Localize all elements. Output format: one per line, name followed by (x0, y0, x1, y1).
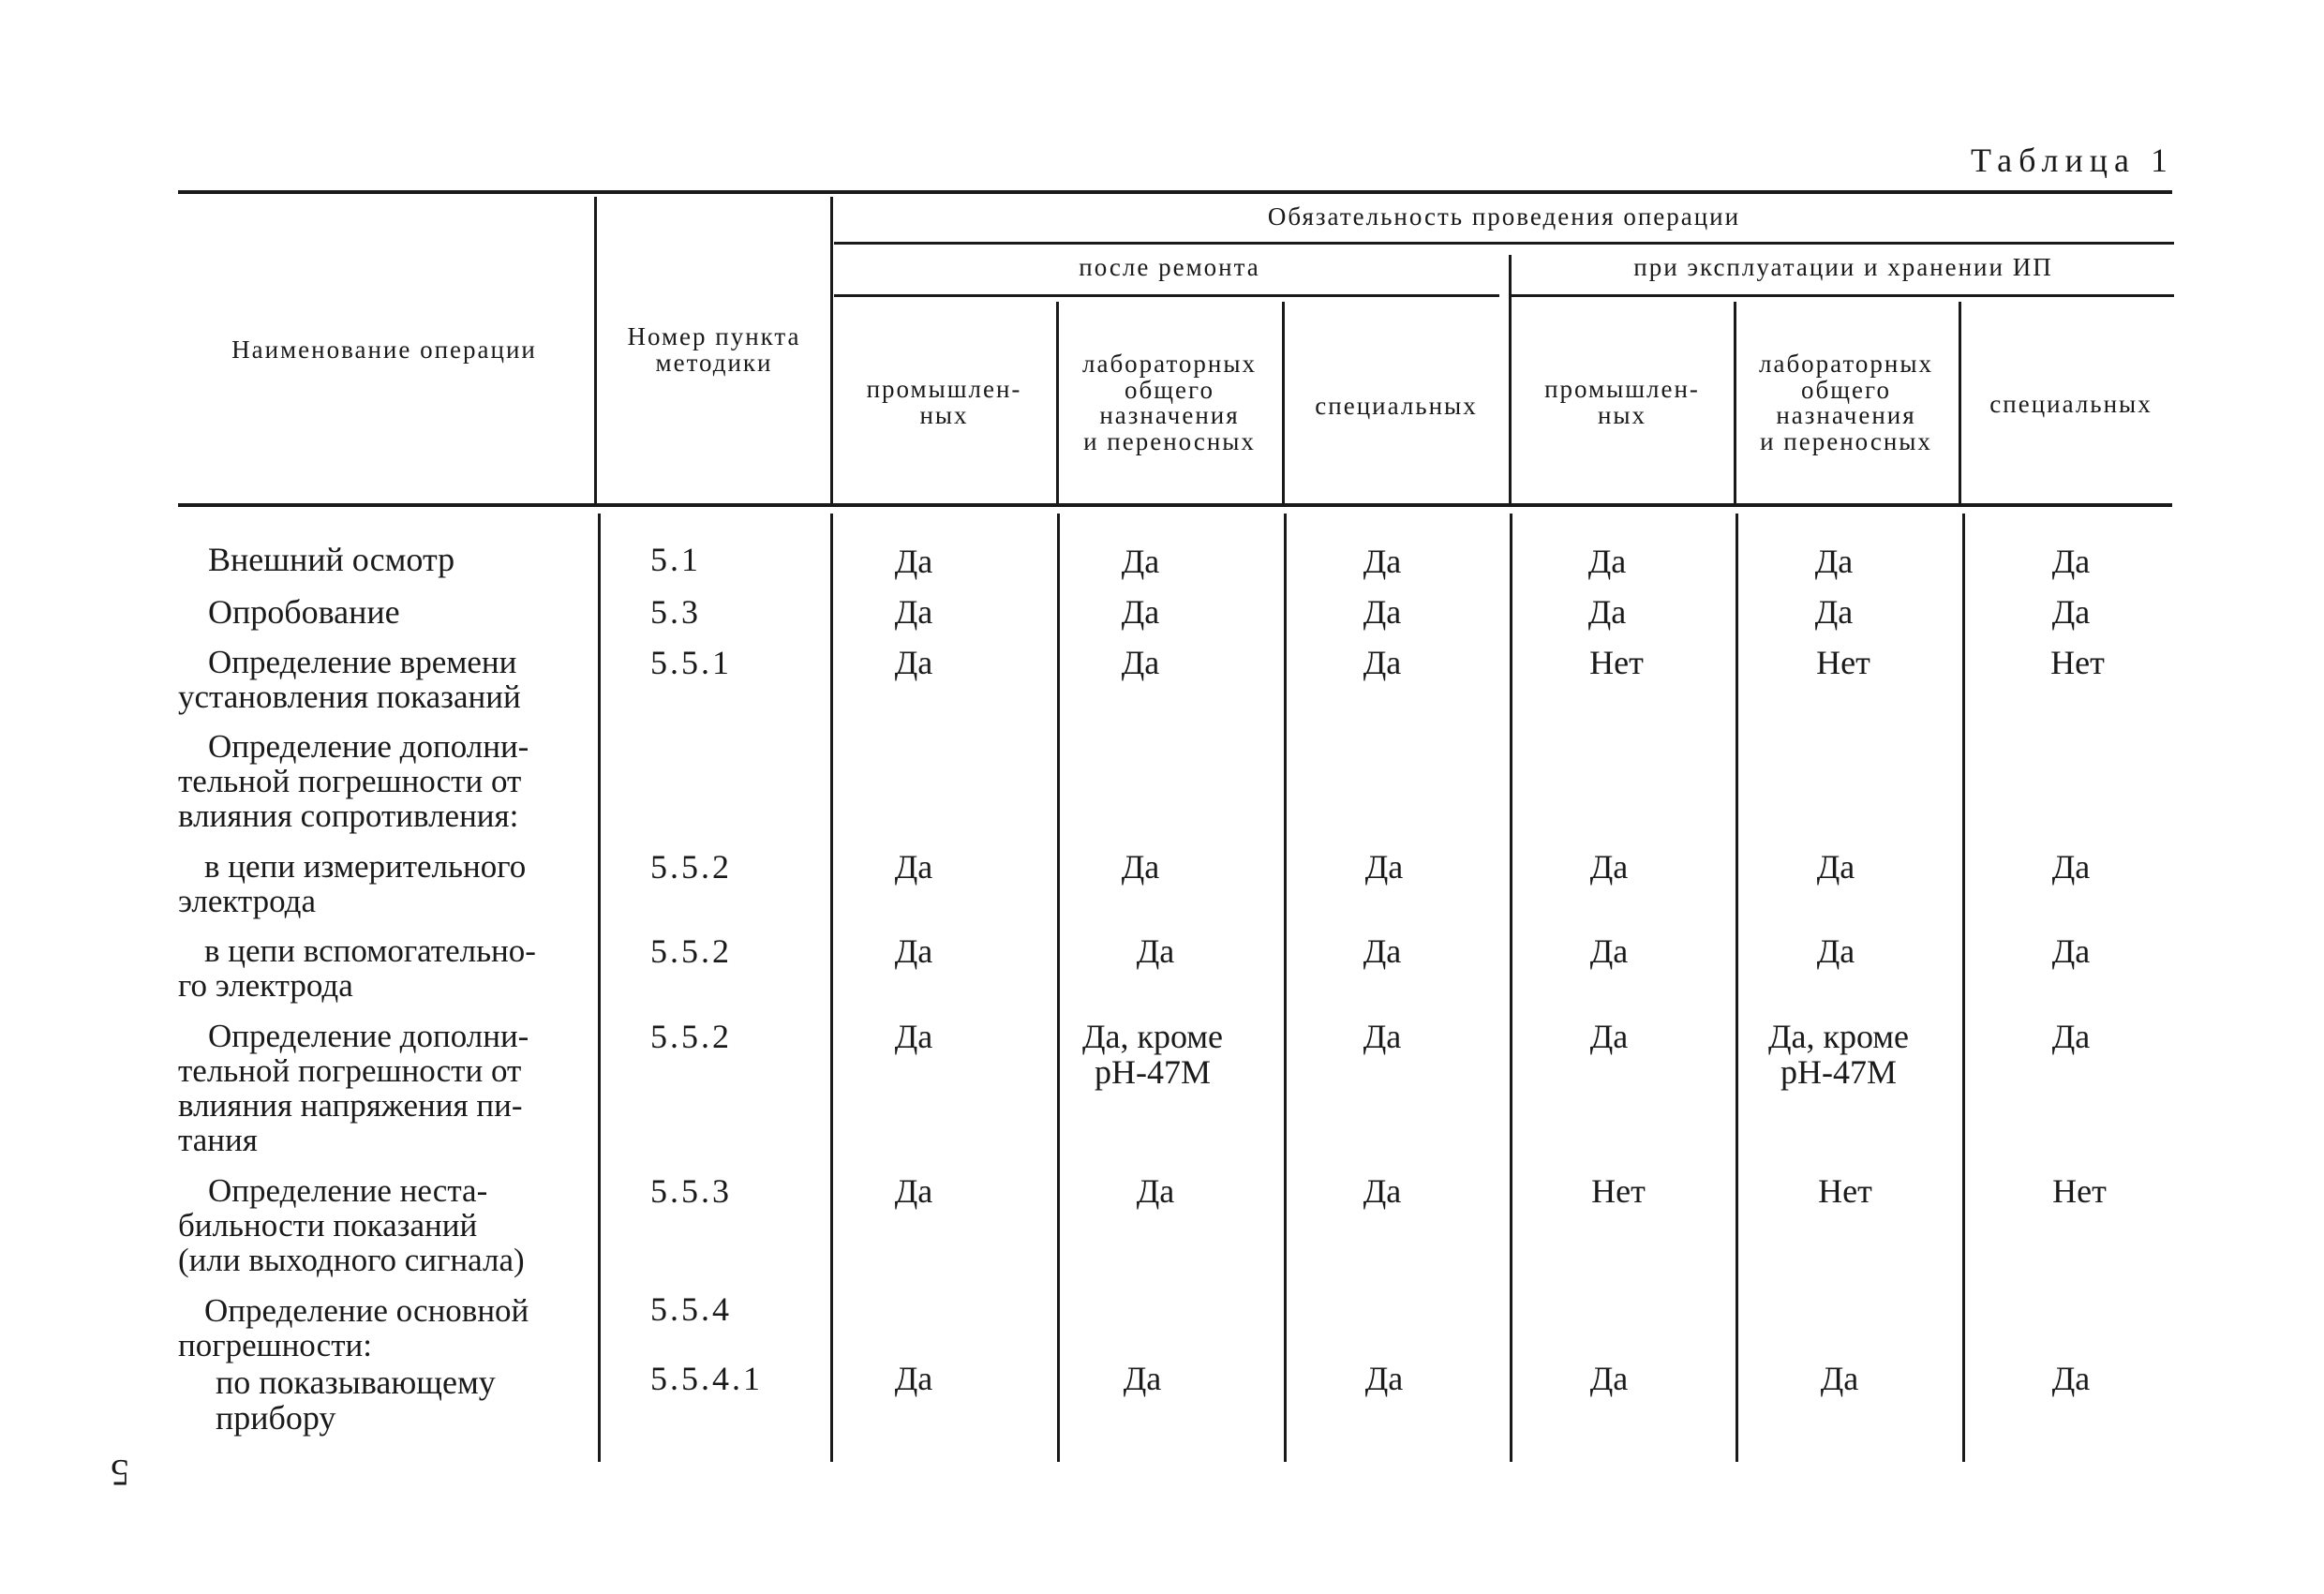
header-after-repair: после ремонта (1079, 253, 1260, 281)
group-rule (834, 242, 2174, 245)
value-operation-laboratory: Да (1814, 543, 1854, 580)
value-after-repair-industrial: Да (894, 932, 933, 970)
value-after-repair-special: Да (1364, 848, 1404, 886)
value-after-repair-special: Да (1363, 593, 1402, 631)
value-after-repair-special: Да (1363, 1172, 1402, 1210)
value-operation-special: Да (2051, 1360, 2091, 1397)
col-divider-sub-2 (1282, 302, 1285, 503)
value-after-repair-special: Да (1363, 543, 1402, 580)
value-after-repair-special: Да (1363, 932, 1402, 970)
header-special-1: специальных (1315, 392, 1478, 420)
value-operation-special: Нет (2052, 1172, 2107, 1210)
value-operation-laboratory: Нет (1818, 1172, 1872, 1210)
method-item-number: 5.5.3 (650, 1172, 732, 1210)
value-after-repair-laboratory: Да (1121, 848, 1160, 886)
value-operation-laboratory: Да (1816, 848, 1855, 886)
col-divider-name (594, 197, 597, 503)
value-operation-special: Да (2051, 1018, 2091, 1055)
body-divider-6 (1736, 514, 1738, 1462)
operation-name: Опробование (208, 593, 400, 631)
operation-name: по показывающему прибору (216, 1363, 496, 1437)
value-operation-industrial: Да (1589, 848, 1629, 886)
value-after-repair-special: Да (1364, 1360, 1404, 1397)
value-operation-industrial: Да (1589, 932, 1629, 970)
value-after-repair-laboratory: Да (1121, 543, 1160, 580)
operation-name: Определение основной погрешности: (178, 1292, 529, 1363)
value-after-repair-laboratory: Да (1123, 1360, 1162, 1397)
value-operation-special: Да (2051, 593, 2091, 631)
value-operation-laboratory: Нет (1816, 644, 1870, 681)
operation-name: Определение дополни- тельной погрешности от влияния напряжения пи- тания (178, 1018, 529, 1158)
operation-name: Определение неста- бильности показаний (или выходного сигнала) (178, 1172, 525, 1278)
operation-name: Определение дополни- тельной погрешности от влияния сопротивления: (178, 728, 529, 834)
header-industrial-2: промышлен- ных (1544, 375, 1700, 429)
method-item-number: 5.5.2 (650, 932, 732, 970)
value-after-repair-special: Да (1363, 1018, 1402, 1055)
operation-name: в цепи измерительного электрода (178, 848, 527, 919)
value-after-repair-laboratory: Да (1136, 932, 1175, 970)
header-laboratory-1: лабораторных общего назначения и переносных (1081, 350, 1257, 455)
table-title: Таблица 1 (1971, 142, 2174, 179)
body-divider-2 (830, 514, 833, 1462)
table-top-rule (178, 190, 2172, 194)
col-divider-sub-5 (1959, 302, 1961, 503)
value-operation-industrial: Да (1589, 1360, 1629, 1397)
value-after-repair-special: Да (1363, 644, 1402, 681)
header-industrial-1: промышлен- ных (866, 375, 1022, 429)
value-operation-laboratory: Да, кроме pH-47M (1767, 1018, 1910, 1091)
value-operation-special: Да (2051, 848, 2091, 886)
operation-name: Внешний осмотр (208, 541, 455, 578)
col-divider-after-repair (1509, 255, 1512, 503)
value-operation-special: Да (2051, 543, 2091, 580)
subgroup-rule-right (1511, 294, 2174, 297)
value-operation-laboratory: Да (1816, 932, 1855, 970)
header-in-operation-storage: при эксплуатации и хранении ИП (1633, 253, 2053, 281)
value-after-repair-laboratory: Да (1121, 644, 1160, 681)
value-operation-laboratory: Да (1820, 1360, 1859, 1397)
value-after-repair-laboratory: Да (1136, 1172, 1175, 1210)
value-operation-special: Да (2051, 932, 2091, 970)
value-operation-industrial: Да (1589, 1018, 1629, 1055)
value-operation-industrial: Да (1587, 543, 1627, 580)
value-operation-special: Нет (2050, 644, 2105, 681)
value-after-repair-industrial: Да (894, 1172, 933, 1210)
value-after-repair-laboratory: Да (1121, 593, 1160, 631)
header-special-2: специальных (1989, 390, 2153, 418)
operation-name: Определение времени установления показаний (178, 644, 521, 715)
body-divider-7 (1962, 514, 1965, 1462)
value-operation-industrial: Да (1587, 593, 1627, 631)
body-divider-4 (1284, 514, 1287, 1462)
method-item-number: 5.3 (650, 593, 701, 631)
header-laboratory-2: лабораторных общего назначения и переносных (1758, 350, 1933, 455)
method-item-number: 5.5.4 (650, 1290, 732, 1328)
body-divider-1 (598, 514, 601, 1462)
value-after-repair-industrial: Да (894, 543, 933, 580)
value-operation-industrial: Нет (1589, 644, 1644, 681)
body-divider-5 (1510, 514, 1512, 1462)
operation-name: в цепи вспомогательно- го электрода (178, 932, 536, 1004)
header-method-item-number: Номер пункта методики (627, 322, 801, 377)
value-after-repair-industrial: Да (894, 644, 933, 681)
header-operation-name: Наименование операции (231, 335, 537, 364)
value-after-repair-industrial: Да (894, 593, 933, 631)
value-after-repair-laboratory: Да, кроме pH-47M (1081, 1018, 1224, 1091)
page-number: 5 (111, 1452, 129, 1494)
value-after-repair-industrial: Да (894, 1018, 933, 1055)
value-operation-industrial: Нет (1591, 1172, 1646, 1210)
value-after-repair-industrial: Да (894, 1360, 933, 1397)
header-operation-mandatory: Обязательность проведения операции (1267, 202, 1741, 231)
method-item-number: 5.5.2 (650, 1018, 732, 1055)
method-item-number: 5.5.1 (650, 644, 732, 681)
value-after-repair-industrial: Да (894, 848, 933, 886)
method-item-number: 5.5.2 (650, 848, 732, 886)
value-operation-laboratory: Да (1814, 593, 1854, 631)
col-divider-number (830, 197, 833, 503)
subgroup-rule-left (834, 294, 1499, 297)
body-divider-3 (1057, 514, 1060, 1462)
header-bottom-rule (178, 503, 2172, 507)
method-item-number: 5.5.4.1 (650, 1360, 763, 1397)
method-item-number: 5.1 (650, 541, 701, 578)
